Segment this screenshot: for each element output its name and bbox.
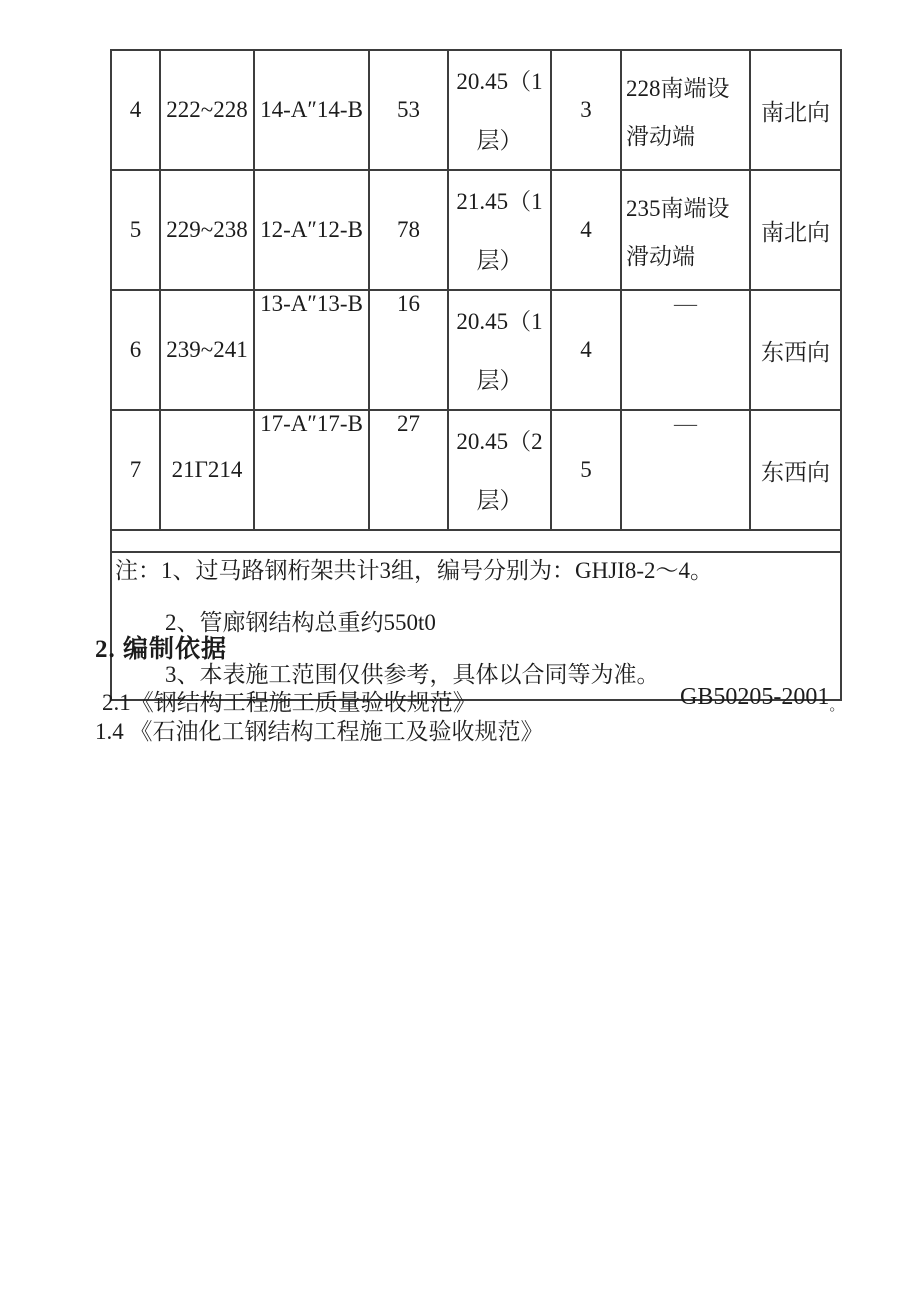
elevation-line-2: 层） [476,128,523,153]
cell-axis: 13-A″13-B [254,290,369,410]
cell-floors: 5 [551,410,621,530]
remark-line-1: 235南端设 [626,196,730,221]
cell-column-range: 239~241 [160,290,254,410]
cell-axis: 12-A″12-B [254,170,369,290]
cell-floors: 4 [551,170,621,290]
cell-elevation [448,290,551,410]
notes-row [111,552,841,700]
remark-line-1: 228南端设 [626,76,730,101]
table-row [111,410,841,530]
table-row [111,170,841,290]
spacer-cell [111,530,841,552]
elevation-line-2: 层） [476,368,523,393]
elevation-line-1: 20.45（1 [456,69,543,94]
elevation-line-1: 21.45（1 [456,189,543,214]
remark-line-2: 滑动端 [626,244,695,269]
elevation-line-1: 20.45（1 [456,309,543,334]
cell-direction: 东西向 [750,410,841,530]
cell-row-no: 6 [111,290,160,410]
cell-column-range: 21Γ214 [160,410,254,530]
reference-code-suffix: 。 [829,698,845,714]
cell-direction: 南北向 [750,170,841,290]
cell-quantity: 53 [369,50,448,170]
spacer-row [111,530,841,552]
cell-elevation [448,410,551,530]
cell-axis: 14-A″14-B [254,50,369,170]
table-note: 2、管廊钢结构总重约550t0 [165,610,436,635]
cell-quantity: 78 [369,170,448,290]
cell-axis: 17-A″17-B [254,410,369,530]
reference-code-text: GB50205-2001 [680,684,830,710]
cell-direction: 东西向 [750,290,841,410]
reference-item: 2.1《钢结构工程施工质量验收规范》 [102,690,476,715]
cell-elevation [448,170,551,290]
table-note: 注：1、过马路钢桁架共计3组，编号分别为：GHJI8-2～4。 [115,558,713,583]
section-heading: 2. 编制依据 [95,636,228,663]
construction-scope-table [110,49,842,701]
cell-remark [621,170,750,290]
cell-column-range: 222~228 [160,50,254,170]
table-note: 3、本表施工范围仅供参考，具体以合同等为准。 [165,662,660,687]
elevation-line-2: 层） [476,488,523,513]
cell-row-no: 4 [111,50,160,170]
cell-remark: — [621,290,750,410]
cell-elevation [448,50,551,170]
cell-remark [621,50,750,170]
notes-cell [111,552,841,700]
cell-direction: 南北向 [750,50,841,170]
table-row [111,290,841,410]
elevation-line-1: 20.45（2 [456,429,543,454]
table-row [111,50,841,170]
cell-remark: — [621,410,750,530]
reference-code [680,684,844,715]
cell-column-range: 229~238 [160,170,254,290]
cell-quantity: 27 [369,410,448,530]
elevation-line-2: 层） [476,248,523,273]
reference-item: 1.4 《石油化工钢结构工程施工及验收规范》 [95,719,544,744]
cell-quantity: 16 [369,290,448,410]
cell-floors: 3 [551,50,621,170]
cell-floors: 4 [551,290,621,410]
cell-row-no: 5 [111,170,160,290]
remark-line-2: 滑动端 [626,124,695,149]
cell-row-no: 7 [111,410,160,530]
